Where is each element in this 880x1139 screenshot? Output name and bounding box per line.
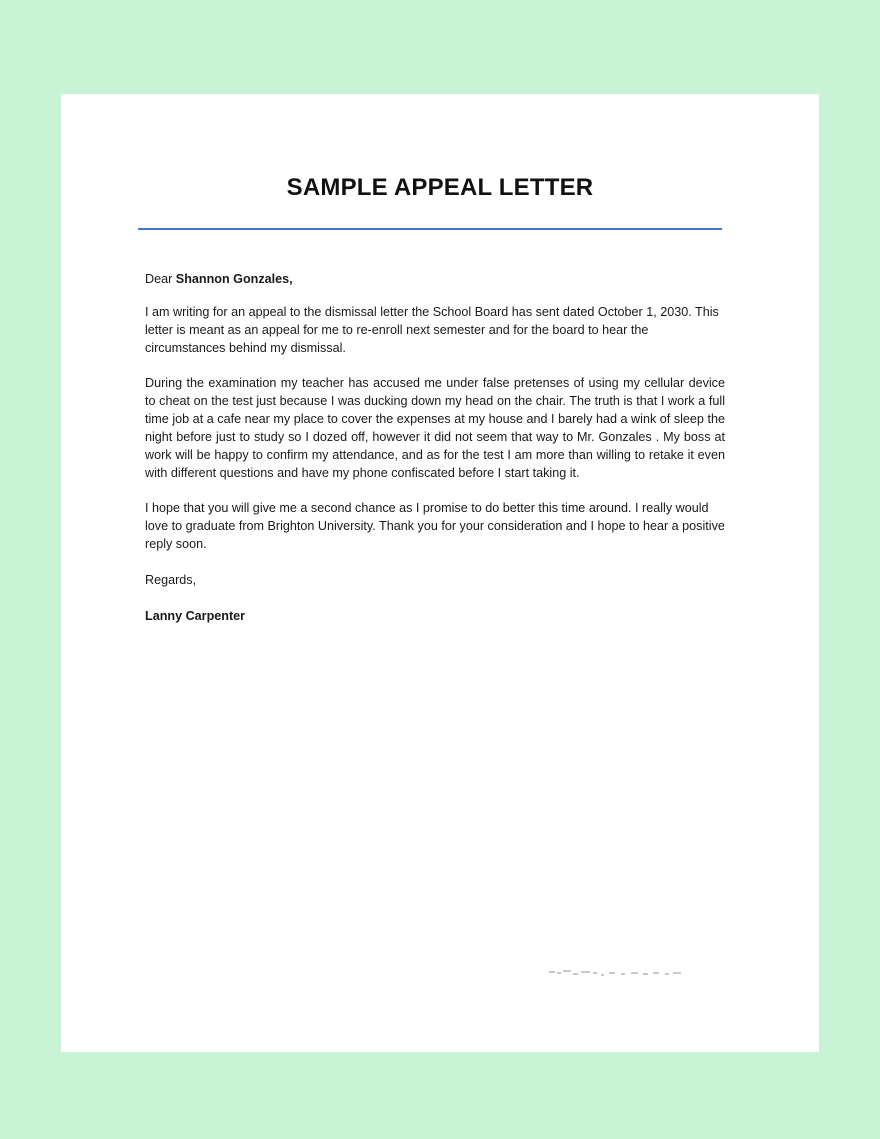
letter-page (61, 94, 819, 1052)
salutation-prefix: Dear (145, 272, 176, 286)
recipient-name: Shannon Gonzales, (175, 272, 293, 286)
salutation (145, 270, 725, 288)
title-divider (138, 228, 722, 230)
letter-body (145, 270, 725, 625)
signer-name: Lanny Carpenter (145, 609, 246, 623)
faint-signature-mark (547, 966, 687, 980)
paragraph-2: During the examination my teacher has accused me under false pretenses of using my cellular device to cheat on the test just because I was ducking down my head on the chair. The truth is that I work a full time job at a cafe near my place to cover the expenses at my house and I barely had a wink of sleep the night before just to study so I dozed off, however it did not seem that way to Mr. Gonzales . My boss at work will be happy to confirm my attendance, and as for the test I am more than willing to retake it even with different questions and have my phone confiscated before I start taking it. (145, 376, 725, 480)
paragraph-1: I am writing for an appeal to the dismissal letter the School Board has sent dated October 1, 2030. This letter is meant as an appeal for me to re-enroll next semester and for the board to hear the circumstances behind my dismissal. (145, 305, 719, 355)
letter-title: SAMPLE APPEAL LETTER (286, 174, 594, 201)
paragraph-3: I hope that you will give me a second chance as I promise to do better this time around. I really would love to graduate from Brighton University. Thank you for your consideration and I hope to hear a positive reply soon. (145, 501, 725, 551)
closing: Regards, (145, 573, 197, 587)
